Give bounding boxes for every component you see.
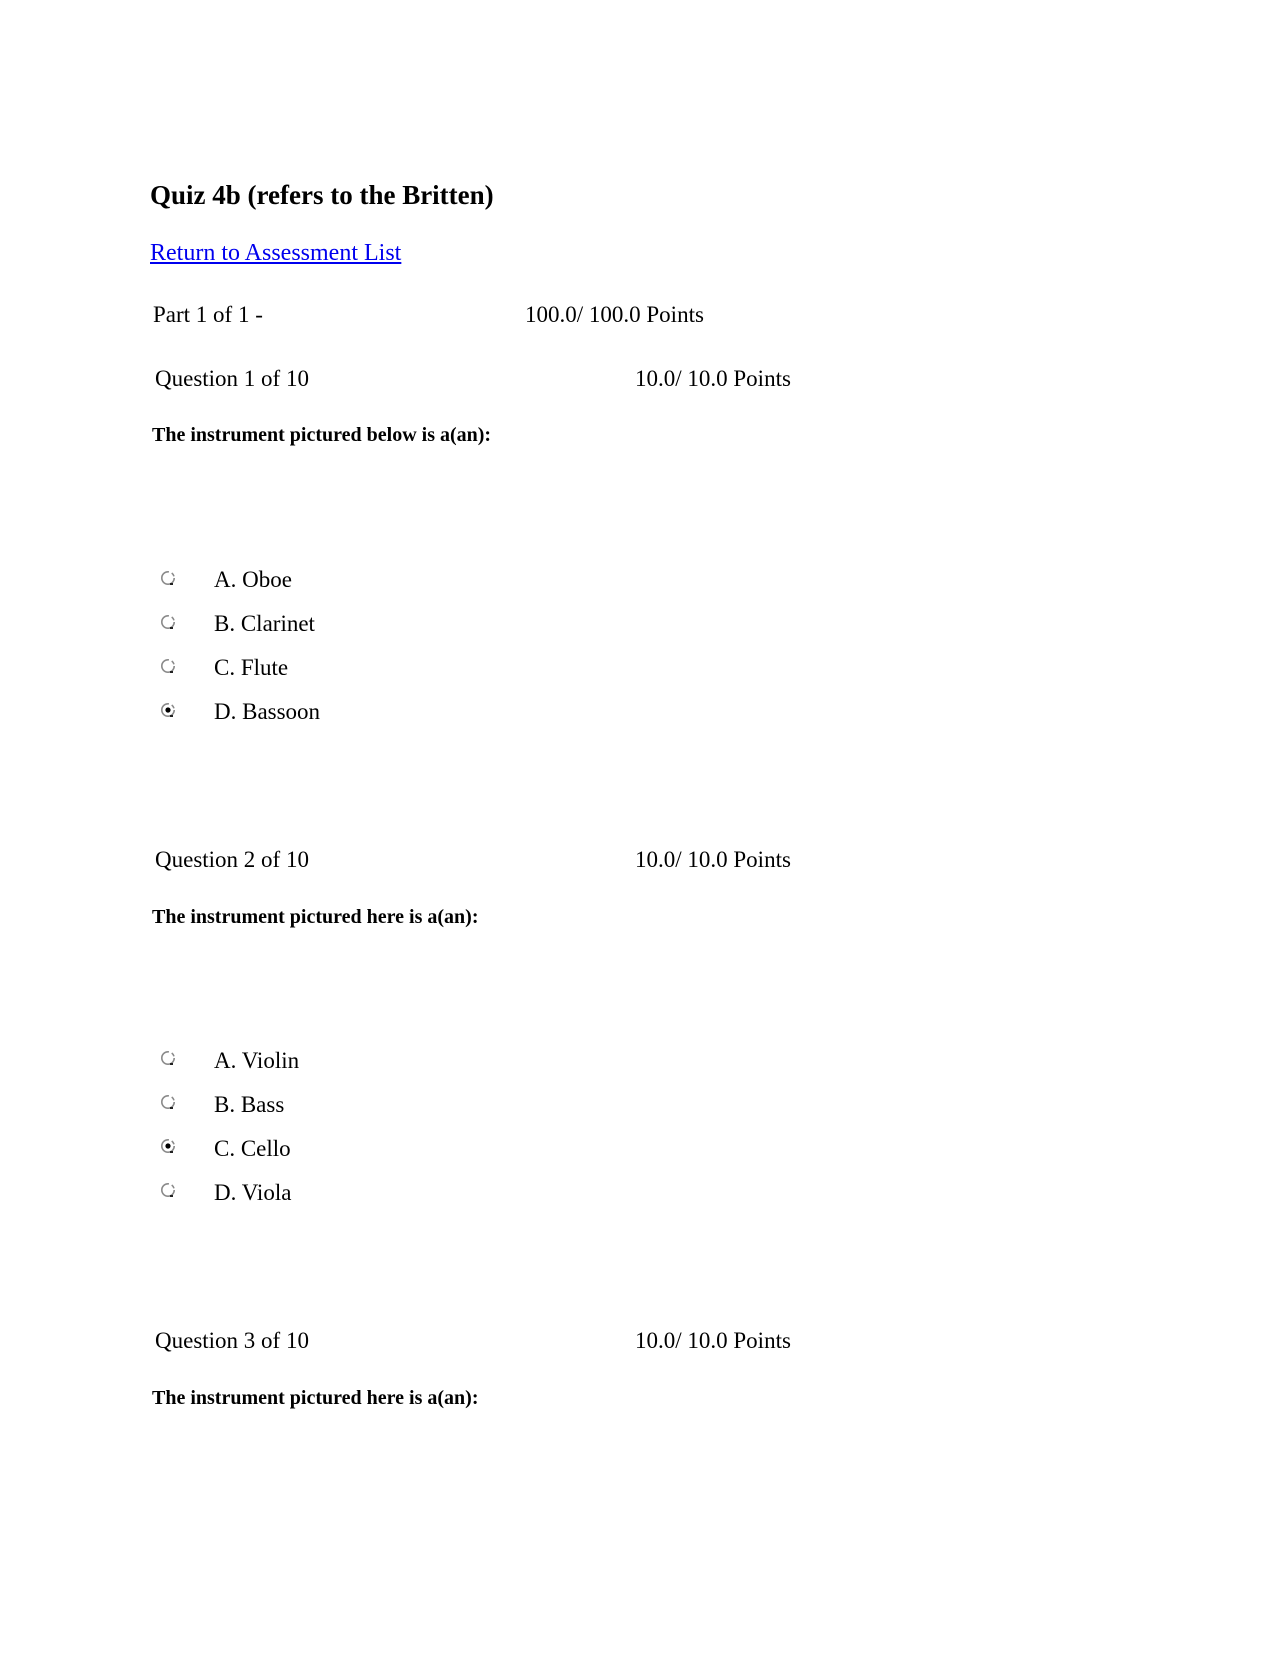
option-a-label: A. Oboe [214,567,292,592]
question-prompt: The instrument pictured below is a(an): [152,424,492,446]
option-a-radio[interactable] [160,1050,176,1066]
question-prompt: The instrument pictured here is a(an): [152,906,479,928]
option-d-radio[interactable] [160,1182,176,1198]
option-c-label: C. Cello [214,1136,291,1161]
option-c-label: C. Flute [214,655,289,680]
radio-selected-icon [160,1138,176,1154]
question-points: 10.0/ 10.0 Points [635,1328,791,1353]
radio-unselected-icon [160,658,176,674]
option-a-label: A. Violin [214,1048,300,1073]
radio-selected-icon [160,702,176,718]
question-prompt: The instrument pictured here is a(an): [152,1387,479,1409]
option-d-label: D. Viola [214,1180,292,1205]
option-b-label: B. Bass [214,1092,285,1117]
radio-unselected-icon [160,1094,176,1110]
part-points: 100.0/ 100.0 Points [525,302,704,327]
radio-unselected-icon [160,1050,176,1066]
part-label: Part 1 of 1 - [153,302,263,327]
question-points: 10.0/ 10.0 Points [635,366,791,391]
return-to-assessment-list-link[interactable]: Return to Assessment List [150,240,402,266]
radio-unselected-icon [160,570,176,586]
radio-unselected-icon [160,614,176,630]
option-b-label: B. Clarinet [214,611,315,636]
option-b-radio[interactable] [160,614,176,630]
option-c-radio[interactable] [160,658,176,674]
question-points: 10.0/ 10.0 Points [635,847,791,872]
option-b-radio[interactable] [160,1094,176,1110]
option-d-radio[interactable] [160,702,176,718]
option-d-label: D. Bassoon [214,699,321,724]
question-label: Question 1 of 10 [155,366,309,391]
radio-unselected-icon [160,1182,176,1198]
option-a-radio[interactable] [160,570,176,586]
page-title: Quiz 4b (refers to the Britten) [150,180,494,210]
option-c-radio[interactable] [160,1138,176,1154]
question-label: Question 2 of 10 [155,847,309,872]
question-label: Question 3 of 10 [155,1328,309,1353]
